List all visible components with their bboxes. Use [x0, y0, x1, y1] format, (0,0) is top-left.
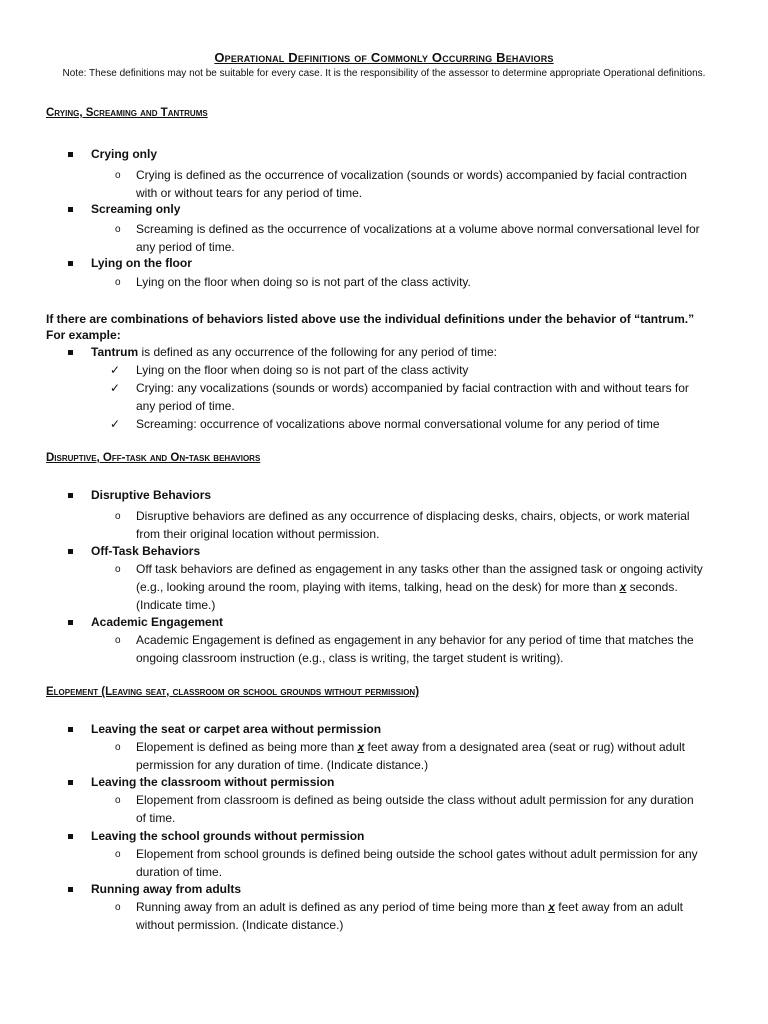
square-bullet-icon	[68, 493, 73, 498]
item-definition-leaving-seat: Elopement is defined as being more than x feet away from a designated area (seat or rug) without adult permission for any duration of time. (Indicate distance.)	[136, 740, 686, 772]
item-title-disruptive: Disruptive Behaviors	[91, 488, 212, 502]
item-title-leaving-grounds: Leaving the school grounds without permission	[91, 829, 365, 843]
circle-bullet-icon: o	[115, 511, 121, 522]
item-definition-leaving-classroom: Elopement from classroom is defined as being outside the class without adult permission for any duration of time.	[136, 793, 694, 825]
circle-bullet-icon: o	[115, 277, 121, 288]
combination-paragraph: If there are combinations of behaviors listed above use the individual definitions under the behavior of “tantrum.” For example:	[46, 312, 695, 342]
item-definition-crying: Crying is defined as the occurrence of vocalization (sounds or words) accompanied by facial contraction with or without tears for any period of time.	[136, 168, 687, 200]
tantrum-component-screaming: Screaming: occurrence of vocalizations above normal conversational volume for any period of time	[136, 417, 660, 431]
tantrum-component-crying: Crying: any vocalizations (sounds or words) accompanied by facial contraction with and without tears for any period of time.	[136, 381, 689, 413]
item-title-screaming: Screaming only	[91, 202, 181, 216]
square-bullet-icon	[68, 207, 73, 212]
circle-bullet-icon: o	[115, 742, 121, 753]
section-heading-disruptive: Disruptive, Off-task and On-task behaviors	[46, 452, 261, 464]
item-title-lying: Lying on the floor	[91, 256, 192, 270]
circle-bullet-icon: o	[115, 902, 121, 913]
circle-bullet-icon: o	[115, 170, 121, 181]
square-bullet-icon	[68, 887, 73, 892]
tantrum-definition: Tantrum is defined as any occurrence of the following for any period of time:	[91, 345, 497, 359]
item-definition-disruptive: Disruptive behaviors are defined as any occurrence of displacing desks, chairs, objects, or work material from their original location without permission.	[136, 509, 690, 541]
circle-bullet-icon: o	[115, 224, 121, 235]
page-title: Operational Definitions of Commonly Occurring Behaviors	[214, 50, 554, 65]
square-bullet-icon	[68, 350, 73, 355]
item-definition-lying: Lying on the floor when doing so is not part of the class activity.	[136, 275, 471, 289]
item-title-leaving-classroom: Leaving the classroom without permission	[91, 775, 335, 789]
item-definition-academic: Academic Engagement is defined as engagement in any behavior for any period of time that matches the ongoing classroom instruction (e.g., class is writing, the target student is writing).	[136, 633, 694, 665]
circle-bullet-icon: o	[115, 635, 121, 646]
square-bullet-icon	[68, 780, 73, 785]
item-title-running-away: Running away from adults	[91, 882, 242, 896]
item-definition-running-away: Running away from an adult is defined as any period of time being more than x feet away from an adult without permission. (Indicate distance.)	[136, 900, 684, 932]
item-title-crying: Crying only	[91, 147, 158, 161]
circle-bullet-icon: o	[115, 564, 121, 575]
square-bullet-icon	[68, 834, 73, 839]
item-title-off-task: Off-Task Behaviors	[91, 544, 201, 558]
item-title-academic: Academic Engagement	[91, 615, 224, 629]
item-title-leaving-seat: Leaving the seat or carpet area without permission	[91, 722, 382, 736]
square-bullet-icon	[68, 549, 73, 554]
square-bullet-icon	[68, 620, 73, 625]
item-definition-off-task: Off task behaviors are defined as engagement in any tasks other than the assigned task or ongoing activity (e.g., looking around the room, playing with items, talking, head on the desk) for more than x seconds. (Indicate time.)	[136, 562, 703, 612]
circle-bullet-icon: o	[115, 795, 121, 806]
circle-bullet-icon: o	[115, 849, 121, 860]
check-mark-icon: ✓	[110, 417, 121, 431]
section-heading-crying: Crying, Screaming and Tantrums	[46, 107, 208, 119]
square-bullet-icon	[68, 727, 73, 732]
item-definition-leaving-grounds: Elopement from school grounds is defined being outside the school gates without adult permission for any duration of time.	[136, 847, 698, 879]
check-mark-icon: ✓	[110, 363, 121, 377]
square-bullet-icon	[68, 261, 73, 266]
note: Note: These definitions may not be suitable for every case. It is the responsibility of the assessor to determine appropriate Operational definitions.	[62, 68, 706, 79]
square-bullet-icon	[68, 152, 73, 157]
item-definition-screaming: Screaming is defined as the occurrence of vocalizations at a volume above normal conversational level for any period of time.	[136, 222, 700, 254]
section-heading-elopement: Elopement (Leaving seat, classroom or school grounds without permission)	[46, 686, 420, 698]
tantrum-component-lying: Lying on the floor when doing so is not part of the class activity	[136, 363, 469, 377]
check-mark-icon: ✓	[110, 381, 121, 395]
